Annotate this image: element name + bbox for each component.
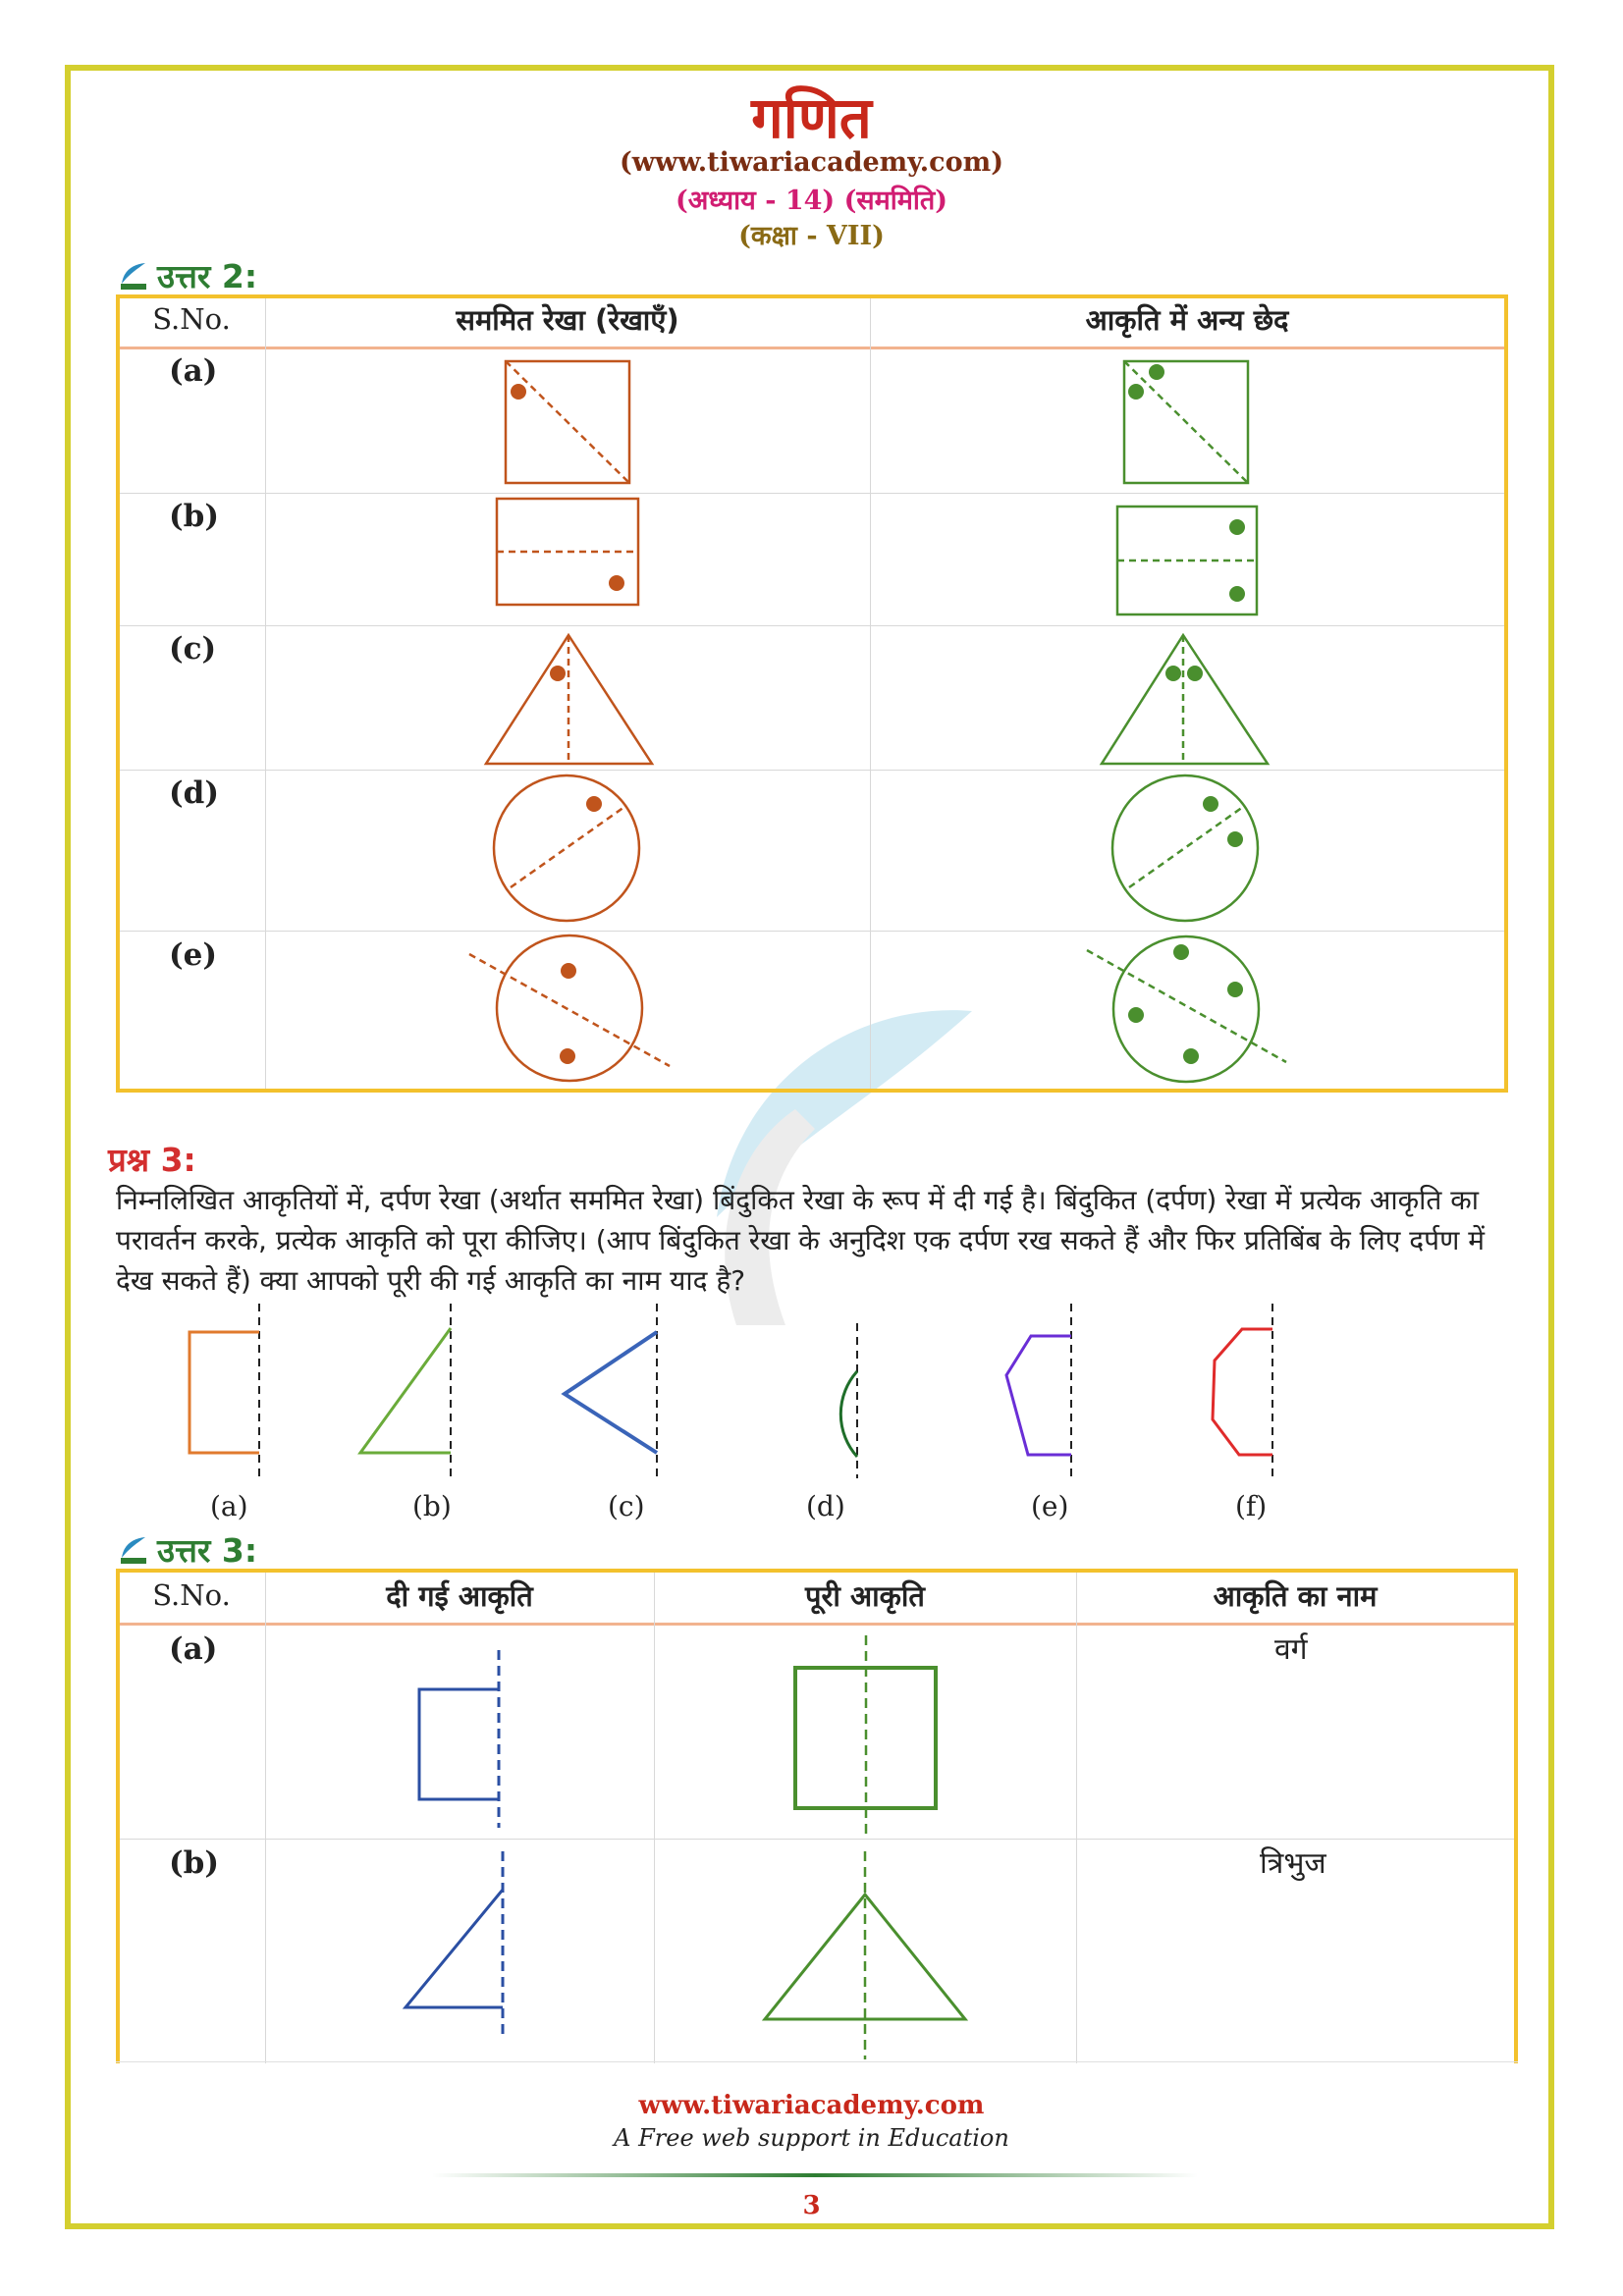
footer-website: www.tiwariacademy.com	[638, 2091, 985, 2120]
answer2-col-symmetry: सममित रेखा (रेखाएँ)	[456, 303, 679, 337]
given-half-triangle	[406, 1890, 503, 2007]
answer2-row-label: (c)	[169, 631, 217, 667]
figure-label: (a)	[210, 1490, 248, 1522]
answer2-row-label: (e)	[169, 937, 218, 973]
answer3-col-sno: S.No.	[152, 1578, 231, 1612]
question3-heading: प्रश्न 3:	[108, 1141, 196, 1179]
website-subtitle: (www.tiwariacademy.com)	[620, 147, 1003, 178]
given-half-square	[419, 1689, 499, 1799]
question3-text: निम्नलिखित आकृतियों में, दर्पण रेखा (अर्थात सममित रेखा) बिंदुकित रेखा के रूप में दी गई है। बिंदुकित (दर्पण) रेखा में प्रत्येक आकृति का परावर्तन करके, प्रत्येक आकृति को पूरा कीजिए। (आप बिंदुकित रेखा के अनुदिश एक दर्पण रख सकते हैं और फिर प्रतिबिंब के लिए दर्पण में देख सकते हैं) क्या आपको पूरी की गई आकृति का नाम याद है?	[116, 1184, 1485, 1297]
answer2-row-label: (a)	[169, 353, 218, 389]
footer-tagline: A Free web support in Education	[614, 2124, 1009, 2152]
subject-title: गणित	[751, 84, 872, 151]
figure-label: (e)	[1031, 1490, 1069, 1522]
chapter-subtitle: (अध्याय - 14) (सममिति)	[675, 186, 948, 216]
figure-label: (d)	[806, 1490, 845, 1522]
answer3-col-name: आकृति का नाम	[1213, 1579, 1378, 1613]
class-subtitle: (कक्षा - VII)	[738, 221, 885, 251]
footer-divider	[432, 2173, 1198, 2177]
answer3-col-given: दी गई आकृति	[386, 1579, 533, 1613]
answer3-col-complete: पूरी आकृति	[805, 1579, 925, 1613]
figure-label: (b)	[412, 1490, 452, 1522]
answer2-row-label: (d)	[169, 775, 220, 811]
shape-name: वर्ग	[1274, 1632, 1308, 1667]
answer2-heading-text: उत्तर 2:	[157, 257, 258, 295]
shape-name: त्रिभुज	[1260, 1846, 1326, 1881]
answer2-col-holes: आकृति में अन्य छेद	[1085, 303, 1289, 337]
answer3-row-label: (b)	[169, 1845, 220, 1881]
figure-label: (c)	[608, 1490, 645, 1522]
figure-label: (f)	[1235, 1490, 1268, 1522]
page-number: 3	[802, 2191, 821, 2220]
answer2-col-sno: S.No.	[152, 302, 231, 336]
answer2-row-label: (b)	[169, 499, 220, 534]
answer3-heading-text: उत्तर 3:	[157, 1531, 258, 1570]
answer3-row-label: (a)	[169, 1631, 218, 1667]
